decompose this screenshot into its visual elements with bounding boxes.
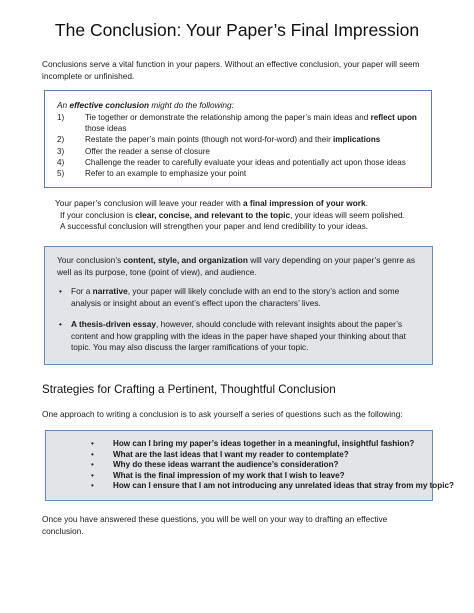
- effective-conclusion-box: [44, 90, 432, 188]
- list-item: 4) Challenge the reader to carefully evaluate your ideas and potentially act upon those ideas: [57, 157, 406, 167]
- list-item: • What is the final impression of my work that I wish to leave?: [91, 470, 345, 480]
- list-item: 3) Offer the reader a sense of closure: [57, 146, 210, 156]
- content-style-box: [44, 246, 433, 365]
- closing-paragraph: Once you have answered these questions, you will be well on your way to drafting an effective conclusion.: [42, 514, 388, 536]
- list-item: • How can I bring my paper’s ideas together in a meaningful, insightful fashion?: [91, 439, 415, 448]
- section-heading: Strategies for Crafting a Pertinent, Thoughtful Conclusion: [42, 383, 336, 396]
- final-impression-paragraph: Your paper’s conclusion will leave your reader with a final impression of your work. If your conclusion is clear, concise, and relevant to the topic, your ideas will seem polished. A successful conclusion will strengthen your paper and lend credibility to your ideas.: [55, 198, 405, 231]
- effective-conclusion-heading: An effective conclusion might do the following:: [57, 100, 234, 110]
- bullet-icon: •: [91, 439, 94, 448]
- narrative-bullet: • For a narrative, your paper will likely conclude with an end to the story’s action and some analysis or insight about an event’s effect upon the characters’ lives.: [59, 286, 400, 308]
- list-item: • What are the last ideas that I want my reader to contemplate?: [91, 449, 349, 459]
- thesis-essay-bullet: • A thesis-driven essay, however, should conclude with relevant insights about the paper’s content and how grappling with the ideas in the paper have shaped your thinking about that topic. You may also discuss the larger ramifications of your topic.: [59, 319, 406, 352]
- bullet-icon: •: [91, 449, 94, 459]
- bullet-icon: •: [91, 470, 94, 480]
- page-title: The Conclusion: Your Paper’s Final Impression: [54, 20, 420, 40]
- list-item: 2) Restate the paper’s main points (though not word-for-word) and their implications: [57, 135, 381, 145]
- content-style-intro: Your conclusion’s content, style, and organization will vary depending on your paper’s genre as well as its purpose, tone (point of view), and audience.: [57, 255, 416, 277]
- bullet-icon: •: [59, 319, 62, 329]
- bullet-icon: •: [91, 460, 94, 470]
- list-item: 5) Refer to an example to emphasize your point: [57, 169, 247, 179]
- questions-intro-paragraph: One approach to writing a conclusion is to ask yourself a series of questions such as the following:: [42, 409, 403, 419]
- questions-list: [91, 439, 454, 492]
- intro-paragraph: Conclusions serve a vital function in your papers. Without an effective conclusion, your paper will seem incomplete or unfinished.: [42, 59, 420, 81]
- list-item: • How can I ensure that I am not introducing any unrelated ideas that stray from my topic?: [91, 481, 454, 491]
- effective-conclusion-list: [57, 112, 427, 179]
- bullet-icon: •: [59, 286, 62, 296]
- list-item: • Why do these ideas warrant the audience’s consideration?: [91, 460, 339, 470]
- list-item: 1) Tie together or demonstrate the relationship among the paper’s main ideas and reflect upon those ideas: [57, 113, 417, 134]
- questions-box: [45, 430, 454, 501]
- bullet-icon: •: [91, 481, 94, 491]
